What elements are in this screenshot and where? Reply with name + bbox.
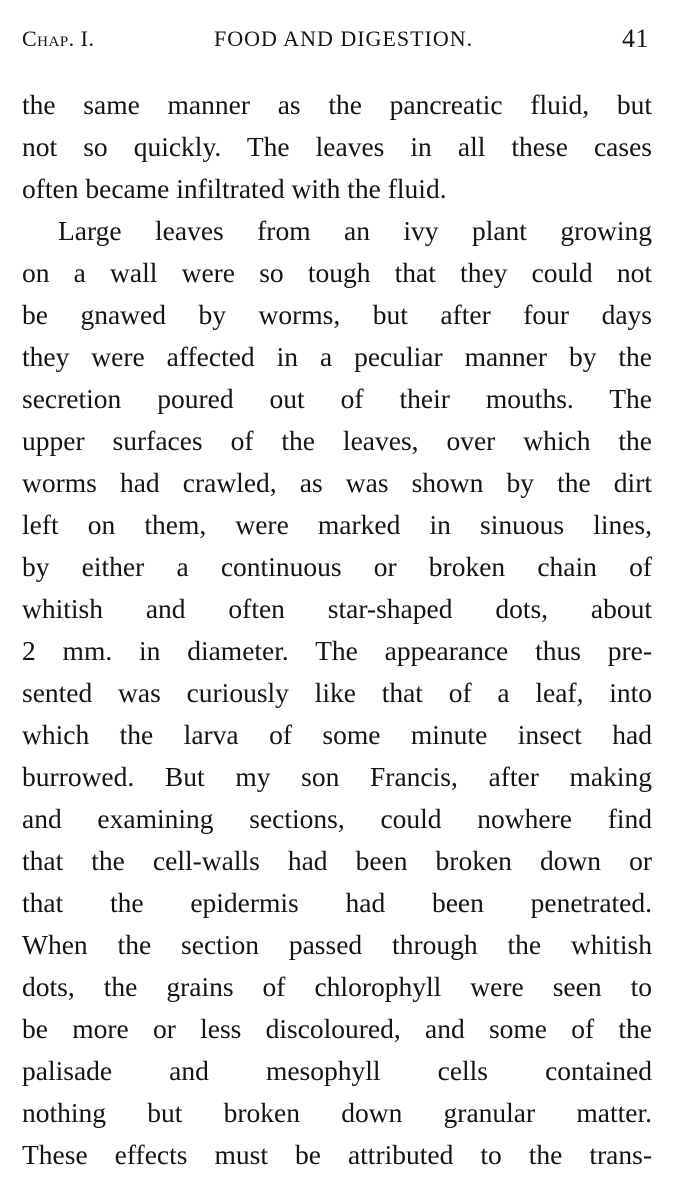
text-line: These effects must be attributed to the trans-	[22, 1139, 652, 1170]
page-number: 41	[622, 24, 649, 53]
text-line: burrowed. But my son Francis, after making	[22, 761, 652, 792]
text-line: that the cell-walls had been broken down or	[22, 845, 652, 876]
body-text	[22, 84, 652, 1176]
text-line: palisade and mesophyll cells contained	[22, 1055, 652, 1086]
text-line: upper surfaces of the leaves, over which the	[22, 425, 652, 456]
paragraph-1	[22, 84, 652, 210]
text-line: Large leaves from an ivy plant growing	[58, 215, 652, 246]
text-line: worms had crawled, as was shown by the dirt	[22, 467, 652, 498]
text-line: often became infiltrated with the fluid.	[22, 173, 447, 204]
text-line: by either a continuous or broken chain of	[22, 551, 652, 582]
text-line: secretion poured out of their mouths. The	[22, 383, 652, 414]
text-line: and examining sections, could nowhere find	[22, 803, 652, 834]
text-line: on a wall were so tough that they could not	[22, 257, 652, 288]
text-line: be gnawed by worms, but after four days	[22, 299, 652, 330]
text-line: whitish and often star-shaped dots, about	[22, 593, 652, 624]
text-line: which the larva of some minute insect had	[22, 719, 652, 750]
text-line: the same manner as the pancreatic fluid, but	[22, 89, 652, 120]
text-line: that the epidermis had been penetrated.	[22, 887, 652, 918]
running-head	[22, 26, 651, 56]
text-line: When the section passed through the whitish	[22, 929, 652, 960]
text-line: left on them, were marked in sinuous lines,	[22, 509, 652, 540]
text-line: sented was curiously like that of a leaf, into	[22, 677, 652, 708]
text-line: dots, the grains of chlorophyll were seen to	[22, 971, 652, 1002]
text-line: nothing but broken down granular matter.	[22, 1097, 652, 1128]
chapter-label: Chap. I.	[22, 26, 95, 51]
paragraph-2	[22, 210, 652, 1176]
running-title: FOOD AND DIGESTION.	[214, 26, 474, 51]
text-line: they were affected in a peculiar manner by the	[22, 341, 652, 372]
text-line: be more or less discoloured, and some of the	[22, 1013, 652, 1044]
text-line: not so quickly. The leaves in all these cases	[22, 131, 652, 162]
text-line: 2 mm. in diameter. The appearance thus pre-	[22, 635, 652, 666]
